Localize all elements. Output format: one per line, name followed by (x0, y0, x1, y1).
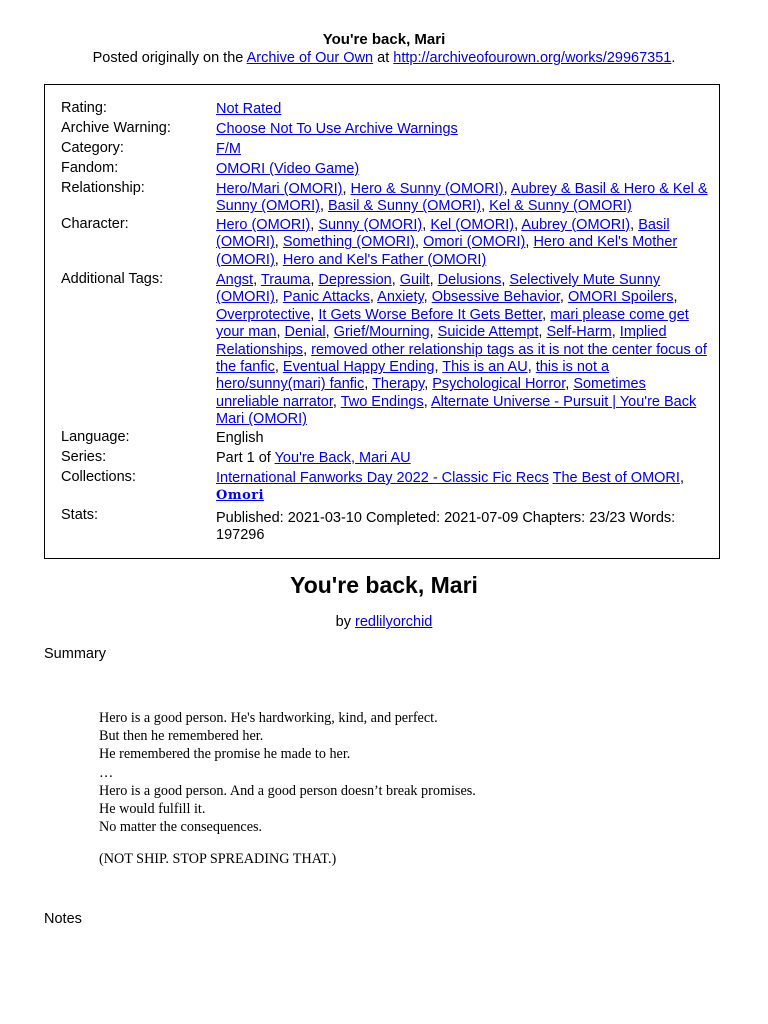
character-value: Hero (OMORI), Sunny (OMORI), Kel (OMORI), Aubrey (OMORI), Basil (OMORI), Something (OMORI), Omori (OMORI), Hero and Kel's Mother (OMORI), Hero and Kel's Father (OMORI) (216, 217, 678, 268)
summary-note: (NOT SHIP. STOP SPREADING THAT.) (99, 851, 337, 868)
tag-link[interactable]: Choose Not To Use Archive Warnings (216, 121, 458, 137)
collection-link[interactable]: International Fanworks Day 2022 - Classic Fic Recs (216, 470, 549, 486)
character-label: Character: (61, 216, 129, 232)
fandom-value (216, 161, 711, 178)
additional-tags-value: Angst, Trauma, Depression, Guilt, Delusions, Selectively Mute Sunny (OMORI), Panic Attacks, Anxiety, Obsessive Behavior, OMORI Spoilers, Overprotective, It Gets Worse Before It Gets Better, mari please come get your man, Denial, Grief/Mourning, Suicide Attempt, Self-Harm, Implied Relationships, removed other relationship tags as it is not the center focus of the fanfic, Eventual Happy Ending, This is an AU, this is not a hero/sunny(mari) fanfic, Therapy, Psychological Horror, Sometimes unreliable narrator, Two Endings, Alternate Universe - Pursuit | You're Back Mari (OMORI) (216, 272, 707, 428)
document-title: You're back, Mari (322, 31, 446, 48)
series-prefix: Part 1 of (216, 450, 271, 466)
tag-link[interactable]: OMORI (Video Game) (216, 161, 360, 177)
tag-link[interactable]: Hero and Kel's Father (OMORI) (282, 251, 487, 268)
archive-link[interactable]: Archive of Our Own (246, 50, 374, 66)
tag-link[interactable]: Hero & Sunny (OMORI) (350, 181, 504, 197)
summary-line: He would fulfill it. (99, 801, 206, 818)
tag-link[interactable]: Kel & Sunny (OMORI) (489, 198, 632, 215)
fandom-label: Fandom: (61, 160, 119, 176)
metadata-box (44, 84, 720, 559)
byline (0, 614, 768, 630)
warning-label: Archive Warning: (61, 120, 171, 136)
tag-link[interactable]: Eventual Happy Ending (282, 359, 435, 376)
tag-link[interactable]: Trauma (260, 272, 311, 288)
summary-line: But then he remembered her. (99, 728, 264, 745)
series-label: Series: (61, 449, 107, 465)
tag-link[interactable]: Delusions (437, 272, 502, 288)
tag-link[interactable]: Overprotective (216, 306, 311, 323)
tag-link[interactable]: Denial (284, 324, 326, 341)
collection-link[interactable]: The Best of OMORI (552, 470, 680, 486)
tag-link[interactable]: removed other relationship tags as it is not the center focus of the fanfic (216, 341, 707, 376)
tag-link[interactable]: OMORI Spoilers (567, 289, 674, 306)
collections-label: Collections: (61, 469, 136, 485)
tag-link[interactable]: Psychological Horror (432, 376, 566, 393)
tag-link[interactable]: Angst (216, 272, 254, 288)
notes-heading: Notes (44, 911, 82, 927)
tag-link[interactable]: Obsessive Behavior (431, 289, 560, 306)
tag-link[interactable]: This is an AU (442, 359, 528, 376)
tag-link[interactable]: Something (OMORI) (282, 234, 416, 251)
summary-line: Hero is a good person. And a good person doesn’t break promises. (99, 782, 476, 799)
tag-link[interactable]: Not Rated (216, 101, 282, 117)
collections-value: International Fanworks Day 2022 - Classic Fic Recs The Best of OMORI, Omori (216, 470, 684, 504)
stats-value: Published: 2021-03-10 Completed: 2021-07-09 Chapters: 23/23 Words: 197296 (216, 510, 676, 544)
rating-value (216, 101, 711, 118)
tag-link[interactable]: Kel (OMORI) (430, 217, 515, 233)
tag-link[interactable]: Grief/Mourning (333, 324, 430, 341)
tag-link[interactable]: Basil & Sunny (OMORI) (328, 198, 482, 215)
tag-link[interactable]: Sometimes unreliable narrator (216, 376, 646, 410)
tag-link[interactable]: Sunny (OMORI) (318, 217, 423, 233)
tag-link[interactable]: Implied Relationships (216, 324, 667, 358)
summary-line: No matter the consequences. (99, 819, 263, 836)
tag-link[interactable]: Panic Attacks (282, 289, 370, 306)
tag-link[interactable]: Selectively Mute Sunny (OMORI) (216, 272, 661, 306)
tag-link[interactable]: mari please come get your man (216, 306, 689, 341)
collection-link[interactable]: Omori (216, 488, 265, 504)
tag-link[interactable]: Aubrey & Basil & Hero & Kel & Sunny (OMORI) (216, 181, 708, 215)
url-suffix: . (671, 50, 676, 66)
work-url-link[interactable]: http://archiveofourown.org/works/29967351 (393, 50, 672, 66)
at-text: at (377, 50, 390, 66)
posted-prefix: Posted originally on the (92, 50, 244, 66)
tag-link[interactable]: Guilt (399, 272, 430, 288)
tag-link[interactable]: Two Endings (340, 393, 424, 410)
relationship-label: Relationship: (61, 180, 145, 196)
rating-label: Rating: (61, 100, 107, 116)
summary-line: Hero is a good person. He's hardworking, kind, and perfect. (99, 710, 438, 726)
language-value: English (216, 430, 264, 446)
tag-link[interactable]: Aubrey (OMORI) (521, 217, 631, 233)
summary-line: … (99, 764, 114, 781)
tag-link[interactable]: Alternate Universe - Pursuit | You're Back Mari (OMORI) (216, 393, 697, 428)
relationship-value: Hero/Mari (OMORI), Hero & Sunny (OMORI), Aubrey & Basil & Hero & Kel & Sunny (OMORI), Basil & Sunny (OMORI), Kel & Sunny (OMORI) (216, 181, 708, 215)
warning-value (216, 121, 711, 138)
tag-link[interactable]: Omori (OMORI) (423, 234, 526, 251)
tag-link[interactable]: Hero and Kel's Mother (OMORI) (216, 234, 678, 268)
tag-link[interactable]: Hero/Mari (OMORI) (216, 181, 343, 197)
posted-line (0, 50, 768, 66)
tag-link[interactable]: Therapy (372, 376, 425, 393)
summary-heading: Summary (44, 646, 107, 662)
additional-tags-label: Additional Tags: (61, 271, 164, 287)
tag-link[interactable]: Self-Harm (546, 324, 612, 341)
tag-link[interactable]: Suicide Attempt (437, 324, 539, 341)
tag-link[interactable]: Hero (OMORI) (216, 217, 311, 233)
tag-link[interactable]: Basil (OMORI) (216, 217, 670, 251)
by-text: by (335, 614, 351, 630)
series-value (216, 450, 711, 467)
tag-link[interactable]: F/M (216, 141, 241, 157)
summary-line: He remembered the promise he made to her. (99, 746, 351, 763)
category-value (216, 141, 711, 158)
work-title: You're back, Mari (290, 572, 478, 598)
tag-link[interactable]: It Gets Worse Before It Gets Better (318, 306, 543, 323)
language-label: Language: (61, 429, 130, 445)
stats-label: Stats: (61, 507, 99, 523)
tag-link[interactable]: Depression (318, 272, 392, 288)
series-link[interactable]: You're Back, Mari AU (274, 450, 411, 466)
author-link[interactable]: redlilyorchid (354, 614, 433, 630)
summary-text (99, 709, 659, 869)
tag-link[interactable]: Anxiety (377, 289, 424, 306)
category-label: Category: (61, 140, 124, 156)
tag-link[interactable]: this is not a hero/sunny(mari) fanfic (216, 359, 610, 393)
